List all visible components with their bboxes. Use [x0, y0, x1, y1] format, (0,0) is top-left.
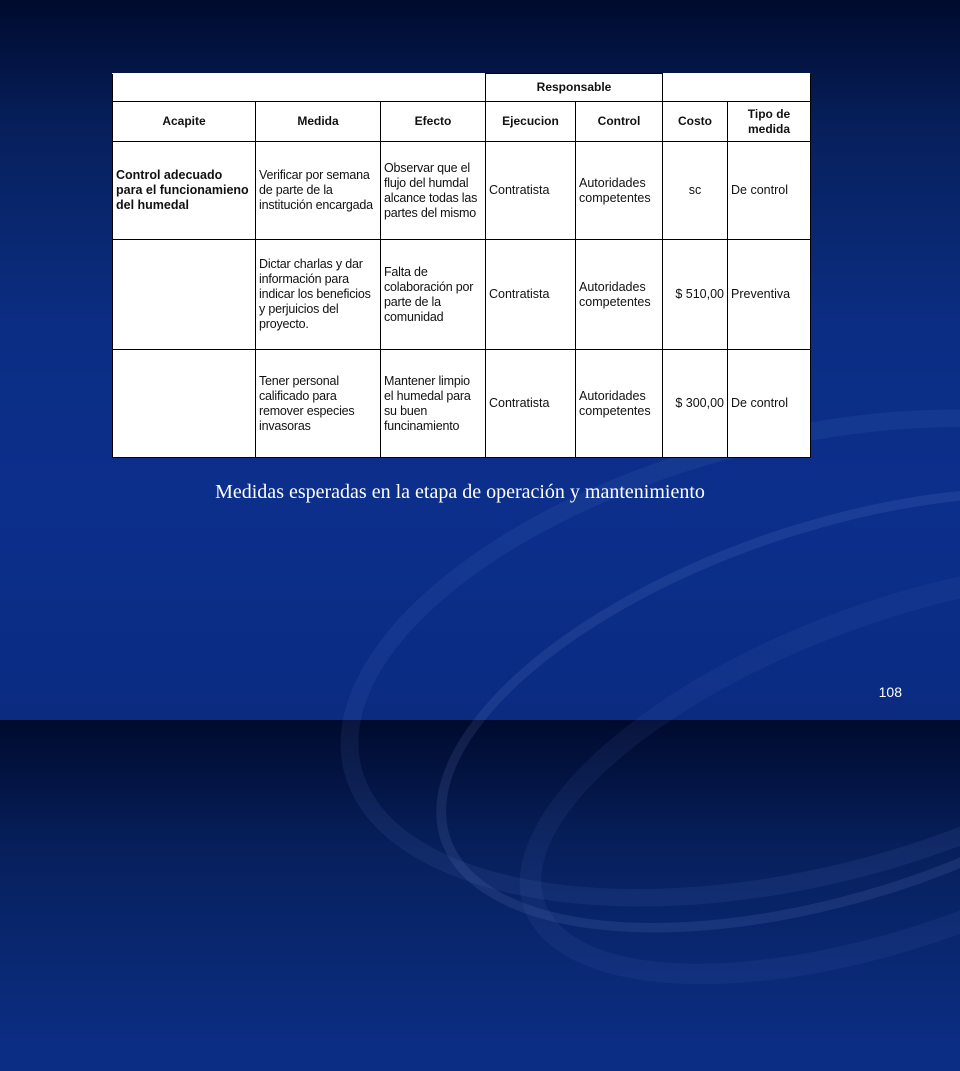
cell-ejecucion: Contratista	[486, 240, 576, 350]
cell-control: Autoridades competentes	[576, 350, 663, 458]
background-swoosh	[465, 473, 960, 1071]
cell-costo: sc	[663, 142, 728, 240]
cell-medida: Dictar charlas y dar información para indicar los beneficios y perjuicios del proyecto.	[256, 240, 381, 350]
cell-acapite	[113, 240, 256, 350]
cell-tipo-medida: Preventiva	[728, 240, 811, 350]
header-control: Control	[576, 102, 663, 142]
cell-costo: $ 300,00	[663, 350, 728, 458]
cell-tipo-medida: De control	[728, 350, 811, 458]
cell-acapite	[113, 350, 256, 458]
header-medida: Medida	[256, 102, 381, 142]
table-row	[113, 240, 811, 350]
header-efecto: Efecto	[381, 102, 486, 142]
header-tipo-medida: Tipo de medida	[728, 102, 811, 142]
cell-ejecucion: Contratista	[486, 142, 576, 240]
header-acapite: Acapite	[113, 102, 256, 142]
slide-caption: Medidas esperadas en la etapa de operación y mantenimiento	[215, 481, 705, 503]
page-number: 108	[878, 684, 902, 700]
table-row	[113, 142, 811, 240]
cell-medida: Tener personal calificado para remover especies invasoras	[256, 350, 381, 458]
cell-medida: Verificar por semana de parte de la institución encargada	[256, 142, 381, 240]
responsable-group-header: Responsable	[486, 74, 663, 102]
cell-efecto: Observar que el flujo del humdal alcance todas las partes del mismo	[381, 142, 486, 240]
table-row	[113, 350, 811, 458]
measures-table-panel	[112, 73, 810, 457]
cell-acapite: Control adecuado para el funcionamieno del humedal	[113, 142, 256, 240]
header-costo: Costo	[663, 102, 728, 142]
cell-ejecucion: Contratista	[486, 350, 576, 458]
cell-efecto: Falta de colaboración por parte de la comunidad	[381, 240, 486, 350]
cell-efecto: Mantener limpio el humedal para su buen funcinamiento	[381, 350, 486, 458]
header-ejecucion: Ejecucion	[486, 102, 576, 142]
cell-costo: $ 510,00	[663, 240, 728, 350]
cell-control: Autoridades competentes	[576, 240, 663, 350]
cell-tipo-medida: De control	[728, 142, 811, 240]
measures-table	[112, 73, 811, 458]
cell-control: Autoridades competentes	[576, 142, 663, 240]
